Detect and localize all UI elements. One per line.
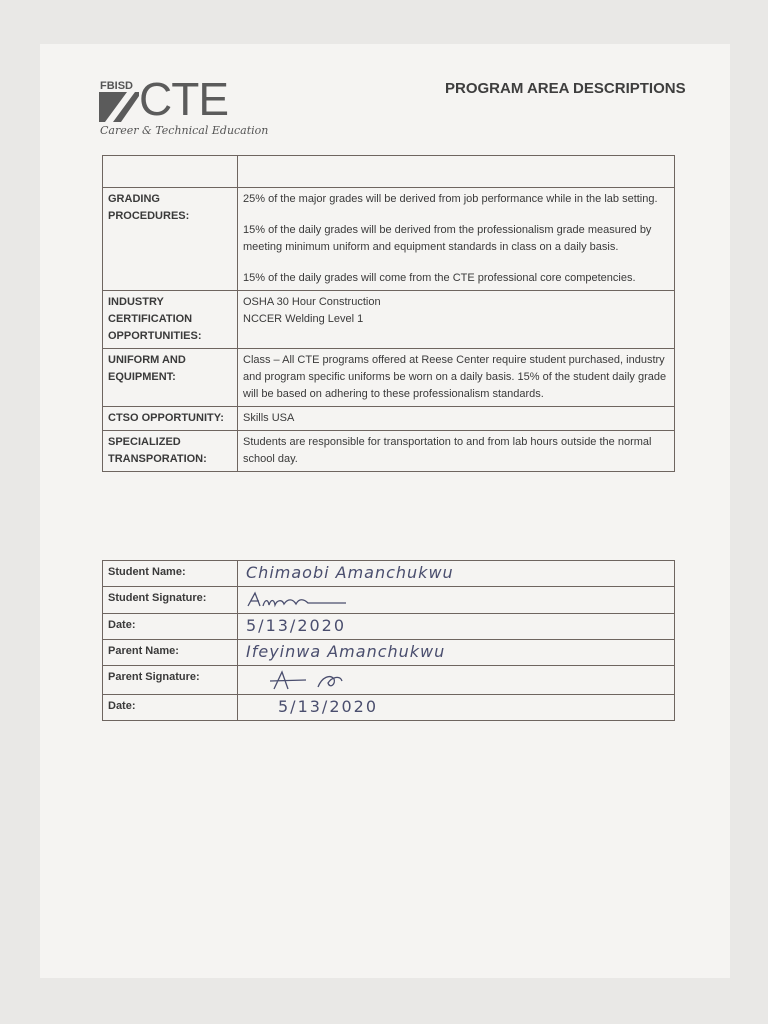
parent-signature-row	[103, 666, 675, 695]
student-name-label: Student Name:	[103, 561, 238, 587]
logo-mark-icon	[99, 92, 139, 122]
certification-label: INDUSTRY CERTIFICATION OPPORTUNITIES:	[103, 291, 238, 349]
parent-signature-field[interactable]	[238, 666, 675, 695]
certification-row	[103, 291, 675, 349]
parent-name-value[interactable]: Ifeyinwa Amanchukwu	[238, 640, 675, 666]
grading-row	[103, 188, 675, 291]
grading-p3: 15% of the daily grades will come from the CTE professional core competencies.	[243, 272, 636, 284]
certification-text	[238, 291, 675, 349]
parent-name-label: Parent Name:	[103, 640, 238, 666]
date-label-2: Date:	[103, 695, 238, 721]
parent-signature-label: Parent Signature:	[103, 666, 238, 695]
date-value-1[interactable]: 5/13/2020	[238, 614, 675, 640]
date-value-2[interactable]: 5/13/2020	[238, 695, 675, 721]
signature-table	[102, 560, 675, 721]
student-name-row	[103, 561, 675, 587]
page-title: PROGRAM AREA DESCRIPTIONS	[445, 80, 686, 97]
ctso-label: CTSO OPPORTUNITY:	[103, 407, 238, 431]
student-signature-field[interactable]	[238, 587, 675, 614]
empty-header-row	[103, 156, 675, 188]
grading-text	[238, 188, 675, 291]
certification-line-1: OSHA 30 Hour Construction	[243, 296, 381, 308]
transport-text: Students are responsible for transportation to and from lab hours outside the normal school day.	[238, 431, 675, 472]
student-name-value[interactable]: Chimaobi Amanchukwu	[238, 561, 675, 587]
uniform-text: Class – All CTE programs offered at Reese Center require student purchased, industry and program specific uniforms be worn on a daily basis. 15% of the student daily grade will be based on adhering to these professionalism standards.	[238, 349, 675, 407]
parent-name-row	[103, 640, 675, 666]
grading-p2: 15% of the daily grades will be derived from the professionalism grade measured by meeting minimum uniform and equipment standards in class on a daily basis.	[243, 224, 652, 253]
logo-subtitle: Career & Technical Education	[100, 124, 269, 137]
grading-p1: 25% of the major grades will be derived from job performance while in the lab setting.	[243, 193, 658, 205]
ctso-text: Skills USA	[238, 407, 675, 431]
student-signature-row	[103, 587, 675, 614]
transport-row	[103, 431, 675, 472]
student-signature-drawing	[246, 590, 356, 610]
ctso-row	[103, 407, 675, 431]
student-signature-label: Student Signature:	[103, 587, 238, 614]
certification-line-2: NCCER Welding Level 1	[243, 313, 364, 325]
parent-signature-drawing	[246, 669, 386, 691]
uniform-label: UNIFORM AND EQUIPMENT:	[103, 349, 238, 407]
logo-fbisd-text: FBISD	[100, 80, 133, 92]
cte-logo	[97, 73, 269, 142]
logo-cte-text: CTE	[139, 73, 228, 125]
grading-label: GRADING PROCEDURES:	[103, 188, 238, 291]
date-row-1	[103, 614, 675, 640]
transport-label: SPECIALIZED TRANSPORATION:	[103, 431, 238, 472]
date-row-2	[103, 695, 675, 721]
program-table	[102, 155, 675, 472]
uniform-row	[103, 349, 675, 407]
date-label-1: Date:	[103, 614, 238, 640]
